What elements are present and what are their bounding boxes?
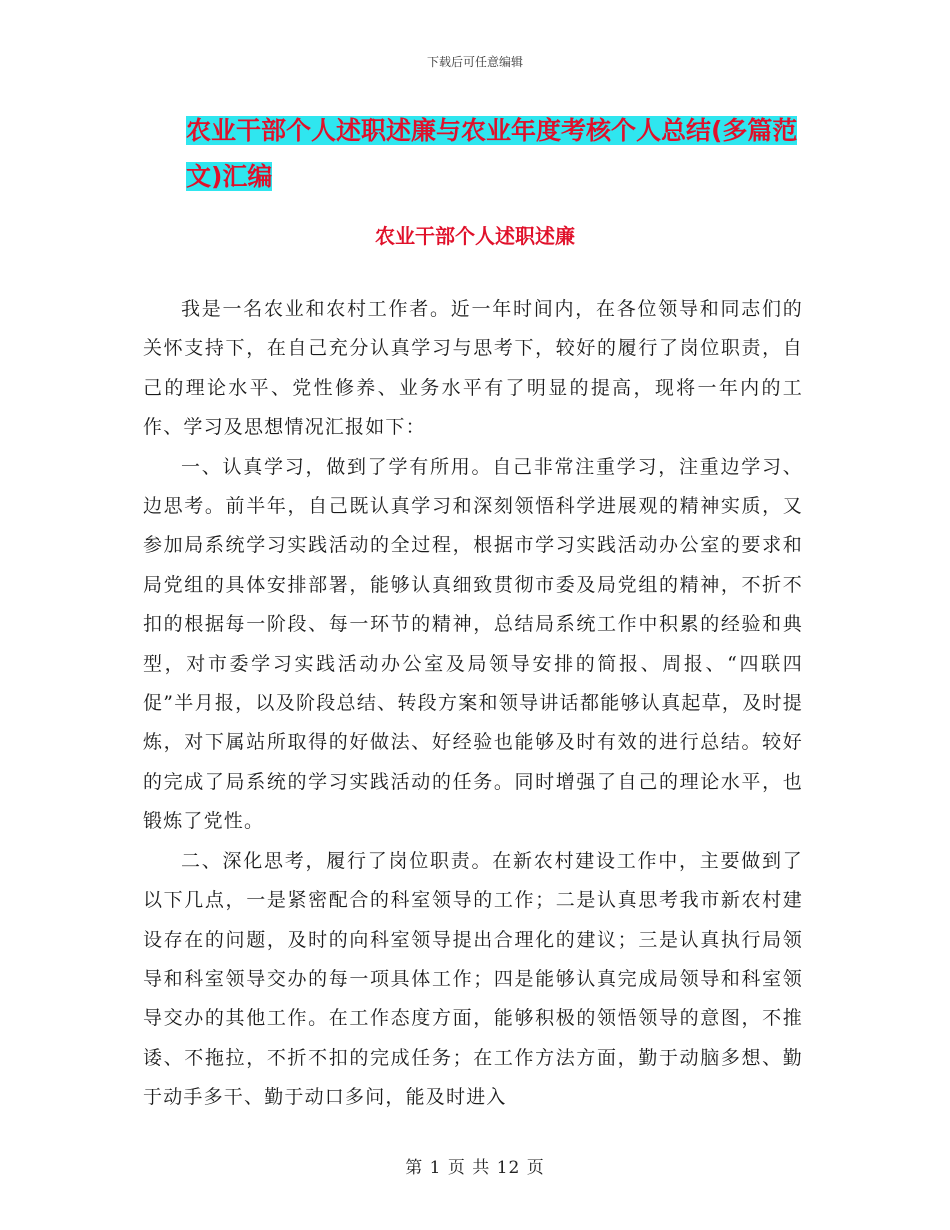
body-paragraph: 我是一名农业和农村工作者。近一年时间内，在各位领导和同志们的关怀支持下，在自己充分认真学习与思考下，较好的履行了岗位职责，自己的理论水平、党性修养、业务水平有了明显的提高，现将一年内的工作、学习及思想情况汇报如下： xyxy=(143,298,803,439)
header-note: 下载后可任意编辑 xyxy=(426,55,523,69)
document-title-text: 农业干部个人述职述廉与农业年度考核个人总结(多篇范文)汇编 xyxy=(186,116,798,191)
document-title xyxy=(186,108,826,200)
section-title: 农业干部个人述职述廉 xyxy=(375,224,575,248)
document-body xyxy=(143,290,803,1118)
page-number-footer: 第 1 页 共 12 页 xyxy=(405,1158,545,1178)
body-paragraph: 二、深化思考，履行了岗位职责。在新农村建设工作中，主要做到了以下几点，一是紧密配合的科室领导的工作；二是认真思考我市新农村建设存在的问题，及时的向科室领导提出合理化的建议；三是认真执行局领导和科室领导交办的每一项具体工作；四是能够认真完成局领导和科室领导交办的其他工作。在工作态度方面，能够积极的领悟领导的意图，不推诿、不拖拉，不折不扣的完成任务；在工作方法方面，勤于动脑多想、勤于动手多干、勤于动口多问，能及时进入 xyxy=(143,849,803,1109)
body-paragraph: 一、认真学习，做到了学有所用。自己非常注重学习，注重边学习、边思考。前半年，自己既认真学习和深刻领悟科学进展观的精神实质，又参加局系统学习实践活动的全过程，根据市学习实践活动办公室的要求和局党组的具体安排部署，能够认真细致贯彻市委及局党组的精神，不折不扣的根据每一阶段、每一环节的精神，总结局系统工作中积累的经验和典型，对市委学习实践活动办公室及局领导安排的简报、周报、“四联四促”半月报，以及阶段总结、转段方案和领导讲话都能够认真起草，及时提炼，对下属站所取得的好做法、好经验也能够及时有效的进行总结。较好的完成了局系统的学习实践活动的任务。同时增强了自己的理论水平，也锻炼了党性。 xyxy=(143,455,803,833)
